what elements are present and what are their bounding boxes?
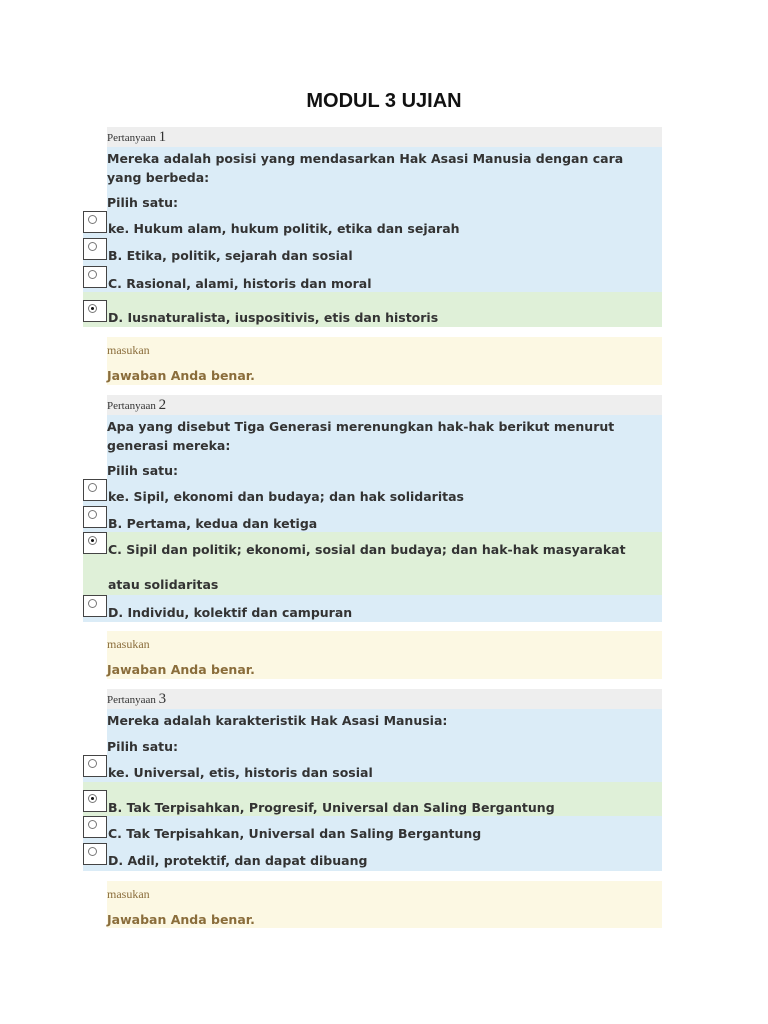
question-2-header (107, 395, 662, 415)
option-label: C. Tak Terpisahkan, Universal dan Saling Bergantung (108, 826, 482, 841)
radio-circle-icon (88, 847, 97, 856)
question-2-option-d[interactable] (83, 595, 662, 622)
question-2-text: Apa yang disebut Tiga Generasi merenungkan hak-hak berikut menurut generasi mereka: (107, 419, 615, 453)
radio-circle-icon (88, 599, 97, 608)
radio-button[interactable] (83, 266, 107, 288)
radio-circle-icon (88, 215, 97, 224)
radio-circle-icon (88, 483, 97, 492)
question-3-body (107, 709, 662, 755)
question-2-feedback (107, 631, 662, 679)
radio-circle-icon (88, 510, 97, 519)
question-1-option-d[interactable] (83, 292, 662, 327)
radio-selected-icon (88, 536, 97, 545)
radio-button[interactable] (83, 755, 107, 777)
question-1-feedback (107, 337, 662, 385)
radio-button[interactable] (83, 790, 107, 812)
question-3-option-b[interactable] (83, 782, 662, 816)
question-3-feedback (107, 881, 662, 928)
question-3-header (107, 689, 662, 709)
radio-button[interactable] (83, 479, 107, 501)
option-label: B. Tak Terpisahkan, Progresif, Universal dan Saling Bergantung (108, 800, 555, 815)
question-2-option-c[interactable] (83, 532, 662, 595)
choose-one-label: Pilih satu: (107, 463, 179, 478)
question-prefix: Pertanyaan (107, 694, 156, 706)
radio-circle-icon (88, 759, 97, 768)
radio-button[interactable] (83, 843, 107, 865)
question-1-option-c[interactable] (83, 266, 662, 292)
feedback-text: Jawaban Anda benar. (107, 662, 255, 677)
question-2-option-b[interactable] (83, 506, 662, 532)
question-1-text: Mereka adalah posisi yang mendasarkan Hak Asasi Manusia dengan cara yang berbeda: (107, 151, 624, 185)
radio-selected-icon (88, 794, 97, 803)
question-number: 1 (158, 129, 167, 145)
radio-button[interactable] (83, 300, 107, 322)
radio-circle-icon (88, 242, 97, 251)
question-prefix: Pertanyaan (107, 400, 156, 412)
choose-one-label: Pilih satu: (107, 195, 179, 210)
option-label: D. Individu, kolektif dan campuran (108, 605, 353, 620)
radio-circle-icon (88, 270, 97, 279)
option-label: D. Iusnaturalista, iuspositivis, etis dan historis (108, 310, 439, 325)
question-number: 2 (158, 397, 167, 413)
question-prefix: Pertanyaan (107, 132, 156, 144)
page-title: MODUL 3 UJIAN (306, 90, 462, 112)
choose-one-label: Pilih satu: (107, 739, 179, 754)
radio-button[interactable] (83, 816, 107, 838)
option-label: ke. Sipil, ekonomi dan budaya; dan hak solidaritas (108, 489, 464, 504)
feedback-title: masukan (107, 637, 150, 651)
question-3-option-c[interactable] (83, 816, 662, 843)
feedback-text: Jawaban Anda benar. (107, 368, 255, 383)
feedback-title: masukan (107, 343, 150, 357)
option-label: B. Etika, politik, sejarah dan sosial (108, 248, 353, 263)
radio-button[interactable] (83, 506, 107, 528)
option-label: D. Adil, protektif, dan dapat dibuang (108, 853, 368, 868)
question-3-text: Mereka adalah karakteristik Hak Asasi Manusia: (107, 713, 448, 728)
question-1-body (107, 147, 662, 211)
radio-circle-icon (88, 820, 97, 829)
question-2-body (107, 415, 662, 479)
radio-selected-icon (88, 304, 97, 313)
radio-button[interactable] (83, 211, 107, 233)
option-label: C. Rasional, alami, historis dan moral (108, 276, 372, 291)
radio-button[interactable] (83, 532, 107, 554)
feedback-text: Jawaban Anda benar. (107, 912, 255, 927)
radio-button[interactable] (83, 595, 107, 617)
radio-button[interactable] (83, 238, 107, 260)
feedback-title: masukan (107, 887, 150, 901)
option-label: C. Sipil dan politik; ekonomi, sosial dan budaya; dan hak-hak masyarakat atau solidaritas (108, 542, 626, 592)
option-label: B. Pertama, kedua dan ketiga (108, 516, 318, 531)
question-1-header (107, 127, 662, 147)
option-label: ke. Hukum alam, hukum politik, etika dan sejarah (108, 221, 460, 236)
question-3-option-a[interactable] (83, 755, 662, 782)
option-label: ke. Universal, etis, historis dan sosial (108, 765, 373, 780)
question-3-option-d[interactable] (83, 843, 662, 871)
question-number: 3 (158, 691, 167, 707)
